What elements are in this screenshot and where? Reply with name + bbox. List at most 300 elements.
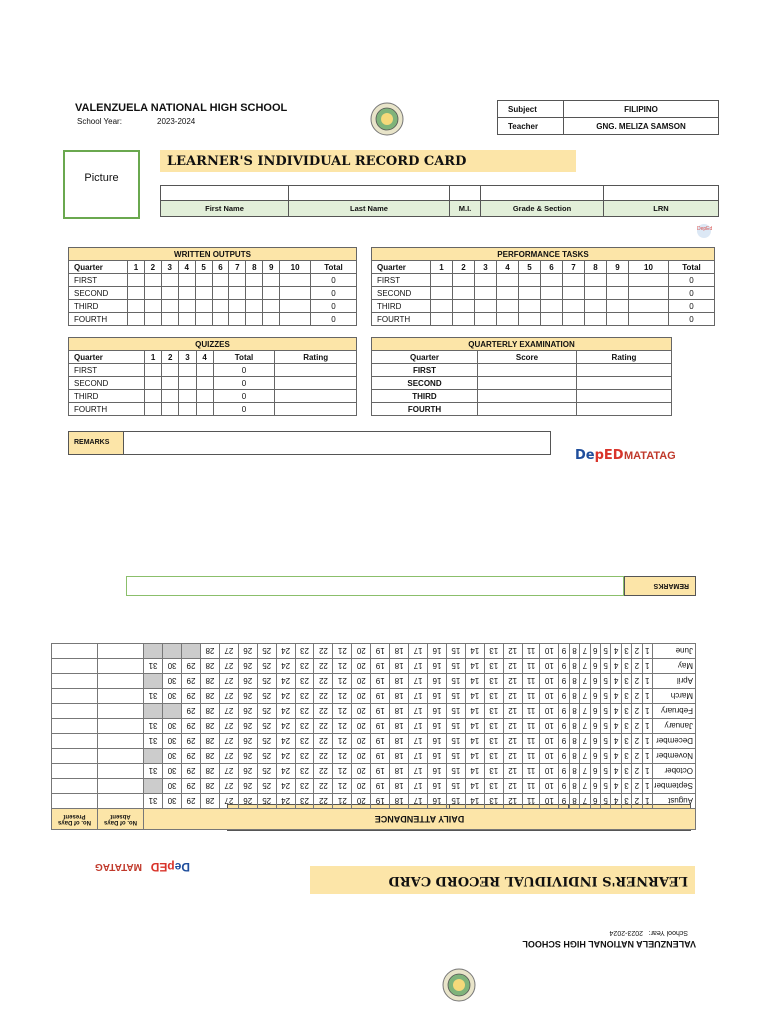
- day-cell[interactable]: 21: [333, 704, 352, 719]
- day-cell[interactable]: 6: [590, 764, 600, 779]
- score-cell[interactable]: [161, 274, 178, 287]
- score-cell[interactable]: [162, 390, 179, 403]
- day-cell[interactable]: 19: [371, 689, 390, 704]
- day-cell[interactable]: 28: [200, 794, 219, 809]
- day-cell[interactable]: 12: [503, 734, 522, 749]
- day-cell[interactable]: 31: [144, 794, 163, 809]
- score-cell[interactable]: [497, 287, 519, 300]
- score-cell[interactable]: [212, 274, 229, 287]
- day-cell[interactable]: 11: [522, 779, 540, 794]
- score-cell[interactable]: [497, 300, 519, 313]
- day-cell[interactable]: 30: [163, 719, 182, 734]
- day-cell[interactable]: 12: [503, 689, 522, 704]
- day-cell[interactable]: 26: [238, 779, 257, 794]
- score-cell[interactable]: [161, 287, 178, 300]
- day-cell[interactable]: 3: [621, 719, 631, 734]
- rating-cell[interactable]: [577, 390, 672, 403]
- day-cell[interactable]: 6: [590, 644, 600, 659]
- day-cell[interactable]: 17: [409, 719, 428, 734]
- day-cell[interactable]: 28: [200, 719, 219, 734]
- grade-section-field[interactable]: [481, 186, 604, 201]
- day-cell[interactable]: 9: [559, 764, 569, 779]
- day-cell[interactable]: 15: [446, 734, 465, 749]
- score-cell[interactable]: [144, 274, 161, 287]
- day-cell[interactable]: 24: [276, 749, 295, 764]
- day-cell[interactable]: 24: [276, 659, 295, 674]
- day-cell[interactable]: 3: [621, 674, 631, 689]
- first-name-field[interactable]: [161, 186, 289, 201]
- day-cell[interactable]: 16: [428, 749, 447, 764]
- day-cell[interactable]: 17: [409, 779, 428, 794]
- day-cell[interactable]: 23: [295, 749, 314, 764]
- rating-cell[interactable]: [275, 364, 357, 377]
- day-cell[interactable]: 8: [569, 719, 579, 734]
- day-cell[interactable]: 14: [465, 719, 484, 734]
- score-cell[interactable]: [607, 287, 629, 300]
- day-cell[interactable]: 12: [503, 719, 522, 734]
- day-cell[interactable]: 2: [632, 794, 642, 809]
- day-cell[interactable]: 14: [465, 779, 484, 794]
- day-cell[interactable]: 25: [257, 644, 276, 659]
- score-cell[interactable]: [431, 274, 453, 287]
- score-cell[interactable]: [212, 300, 229, 313]
- score-cell[interactable]: [145, 403, 162, 416]
- rating-cell[interactable]: [275, 390, 357, 403]
- day-cell[interactable]: 16: [428, 734, 447, 749]
- day-cell[interactable]: 26: [238, 674, 257, 689]
- day-cell[interactable]: 12: [503, 749, 522, 764]
- score-cell[interactable]: [229, 313, 246, 326]
- day-cell[interactable]: 13: [484, 764, 503, 779]
- day-cell[interactable]: 15: [446, 719, 465, 734]
- day-cell[interactable]: 29: [182, 764, 201, 779]
- day-cell[interactable]: 4: [611, 719, 621, 734]
- score-cell[interactable]: [161, 300, 178, 313]
- day-cell[interactable]: 20: [352, 689, 371, 704]
- day-cell[interactable]: 25: [257, 659, 276, 674]
- day-cell[interactable]: 23: [295, 659, 314, 674]
- day-cell[interactable]: 19: [371, 749, 390, 764]
- score-cell[interactable]: [179, 377, 196, 390]
- day-cell[interactable]: 7: [580, 644, 590, 659]
- day-cell[interactable]: 13: [484, 749, 503, 764]
- score-cell[interactable]: [541, 274, 563, 287]
- day-cell[interactable]: 17: [409, 674, 428, 689]
- day-cell[interactable]: 10: [540, 704, 559, 719]
- day-cell[interactable]: 11: [522, 659, 540, 674]
- day-cell[interactable]: 25: [257, 674, 276, 689]
- day-cell[interactable]: 15: [446, 644, 465, 659]
- day-cell[interactable]: 22: [314, 734, 333, 749]
- score-cell[interactable]: [246, 287, 263, 300]
- day-cell[interactable]: 18: [390, 659, 409, 674]
- day-cell[interactable]: 23: [295, 644, 314, 659]
- day-cell[interactable]: 24: [276, 764, 295, 779]
- score-cell[interactable]: [246, 274, 263, 287]
- score-cell[interactable]: [478, 377, 577, 390]
- score-cell[interactable]: [563, 300, 585, 313]
- day-cell[interactable]: 4: [611, 674, 621, 689]
- day-cell[interactable]: 30: [163, 734, 182, 749]
- score-cell[interactable]: [497, 313, 519, 326]
- day-cell[interactable]: 16: [428, 719, 447, 734]
- day-cell[interactable]: 4: [611, 659, 621, 674]
- day-cell[interactable]: 21: [333, 734, 352, 749]
- score-cell[interactable]: [585, 313, 607, 326]
- day-cell[interactable]: 6: [590, 659, 600, 674]
- day-cell[interactable]: 21: [333, 779, 352, 794]
- day-cell[interactable]: 5: [600, 734, 610, 749]
- day-cell[interactable]: 14: [465, 794, 484, 809]
- day-cell[interactable]: 27: [219, 719, 238, 734]
- score-cell[interactable]: [475, 274, 497, 287]
- day-cell[interactable]: 24: [276, 689, 295, 704]
- score-cell[interactable]: [229, 274, 246, 287]
- day-cell[interactable]: 21: [333, 674, 352, 689]
- day-cell[interactable]: 27: [219, 689, 238, 704]
- day-cell[interactable]: 24: [276, 779, 295, 794]
- day-cell[interactable]: 4: [611, 749, 621, 764]
- day-cell[interactable]: 29: [182, 674, 201, 689]
- day-cell[interactable]: 15: [446, 794, 465, 809]
- day-cell[interactable]: 8: [569, 659, 579, 674]
- day-cell[interactable]: 4: [611, 644, 621, 659]
- day-cell[interactable]: 1: [642, 674, 652, 689]
- day-cell[interactable]: 31: [144, 734, 163, 749]
- score-cell[interactable]: [229, 300, 246, 313]
- day-cell[interactable]: 9: [559, 644, 569, 659]
- score-cell[interactable]: [195, 287, 212, 300]
- score-cell[interactable]: [629, 274, 669, 287]
- day-cell[interactable]: 20: [352, 659, 371, 674]
- day-cell[interactable]: 17: [409, 704, 428, 719]
- score-cell[interactable]: [607, 300, 629, 313]
- day-cell[interactable]: 26: [238, 659, 257, 674]
- day-cell[interactable]: 29: [182, 794, 201, 809]
- day-cell[interactable]: 6: [590, 704, 600, 719]
- day-cell[interactable]: 21: [333, 644, 352, 659]
- score-cell[interactable]: [144, 300, 161, 313]
- day-cell[interactable]: 11: [522, 794, 540, 809]
- score-cell[interactable]: [145, 377, 162, 390]
- day-cell[interactable]: 20: [352, 794, 371, 809]
- day-cell[interactable]: 19: [371, 779, 390, 794]
- day-cell[interactable]: 25: [257, 794, 276, 809]
- day-cell[interactable]: 27: [219, 764, 238, 779]
- score-cell[interactable]: [128, 300, 145, 313]
- day-cell[interactable]: 6: [590, 749, 600, 764]
- day-cell[interactable]: 15: [446, 779, 465, 794]
- day-cell[interactable]: 22: [314, 764, 333, 779]
- day-cell[interactable]: 18: [390, 764, 409, 779]
- day-cell[interactable]: 30: [163, 794, 182, 809]
- day-cell[interactable]: 20: [352, 779, 371, 794]
- day-cell[interactable]: 23: [295, 674, 314, 689]
- day-cell[interactable]: 4: [611, 794, 621, 809]
- score-cell[interactable]: [431, 300, 453, 313]
- day-cell[interactable]: 21: [333, 764, 352, 779]
- day-cell[interactable]: 2: [632, 764, 642, 779]
- day-cell[interactable]: 31: [144, 689, 163, 704]
- day-cell[interactable]: 28: [200, 779, 219, 794]
- day-cell[interactable]: 25: [257, 764, 276, 779]
- day-cell[interactable]: 6: [590, 734, 600, 749]
- day-cell[interactable]: 7: [580, 719, 590, 734]
- day-cell[interactable]: 8: [569, 779, 579, 794]
- day-cell[interactable]: 17: [409, 734, 428, 749]
- day-cell[interactable]: 1: [642, 794, 652, 809]
- day-cell[interactable]: 20: [352, 704, 371, 719]
- day-cell[interactable]: 6: [590, 719, 600, 734]
- day-cell[interactable]: [182, 644, 201, 659]
- day-cell[interactable]: [144, 749, 163, 764]
- day-cell[interactable]: 18: [390, 734, 409, 749]
- day-cell[interactable]: 8: [569, 644, 579, 659]
- score-cell[interactable]: [280, 287, 311, 300]
- score-cell[interactable]: [585, 274, 607, 287]
- day-cell[interactable]: 22: [314, 674, 333, 689]
- score-cell[interactable]: [196, 390, 213, 403]
- score-cell[interactable]: [144, 313, 161, 326]
- day-cell[interactable]: 19: [371, 764, 390, 779]
- day-cell[interactable]: 17: [409, 644, 428, 659]
- score-cell[interactable]: [431, 313, 453, 326]
- score-cell[interactable]: [541, 300, 563, 313]
- day-cell[interactable]: 29: [182, 719, 201, 734]
- score-cell[interactable]: [196, 364, 213, 377]
- day-cell[interactable]: 24: [276, 734, 295, 749]
- day-cell[interactable]: 27: [219, 644, 238, 659]
- day-cell[interactable]: 30: [163, 689, 182, 704]
- day-cell[interactable]: 1: [642, 749, 652, 764]
- day-cell[interactable]: 30: [163, 764, 182, 779]
- day-cell[interactable]: 27: [219, 734, 238, 749]
- day-cell[interactable]: 5: [600, 749, 610, 764]
- day-cell[interactable]: 3: [621, 749, 631, 764]
- score-cell[interactable]: [195, 313, 212, 326]
- day-cell[interactable]: 8: [569, 764, 579, 779]
- score-cell[interactable]: [162, 377, 179, 390]
- day-cell[interactable]: 29: [182, 779, 201, 794]
- score-cell[interactable]: [246, 300, 263, 313]
- score-cell[interactable]: [263, 274, 280, 287]
- day-cell[interactable]: 13: [484, 719, 503, 734]
- score-cell[interactable]: [453, 274, 475, 287]
- absent-cell[interactable]: [98, 719, 144, 734]
- day-cell[interactable]: 13: [484, 734, 503, 749]
- absent-cell[interactable]: [98, 689, 144, 704]
- day-cell[interactable]: 23: [295, 764, 314, 779]
- day-cell[interactable]: 22: [314, 779, 333, 794]
- score-cell[interactable]: [478, 403, 577, 416]
- present-cell[interactable]: [52, 764, 98, 779]
- day-cell[interactable]: 1: [642, 644, 652, 659]
- day-cell[interactable]: 31: [144, 659, 163, 674]
- score-cell[interactable]: [246, 313, 263, 326]
- present-cell[interactable]: [52, 749, 98, 764]
- day-cell[interactable]: 15: [446, 749, 465, 764]
- score-cell[interactable]: [475, 313, 497, 326]
- day-cell[interactable]: 23: [295, 719, 314, 734]
- score-cell[interactable]: [629, 287, 669, 300]
- day-cell[interactable]: 26: [238, 734, 257, 749]
- day-cell[interactable]: 16: [428, 689, 447, 704]
- day-cell[interactable]: 6: [590, 674, 600, 689]
- mi-field[interactable]: [450, 186, 481, 201]
- day-cell[interactable]: 8: [569, 794, 579, 809]
- day-cell[interactable]: 27: [219, 749, 238, 764]
- day-cell[interactable]: 14: [465, 644, 484, 659]
- day-cell[interactable]: 21: [333, 689, 352, 704]
- day-cell[interactable]: 17: [409, 689, 428, 704]
- day-cell[interactable]: 11: [522, 749, 540, 764]
- score-cell[interactable]: [478, 364, 577, 377]
- day-cell[interactable]: 17: [409, 749, 428, 764]
- score-cell[interactable]: [178, 287, 195, 300]
- score-cell[interactable]: [563, 313, 585, 326]
- score-cell[interactable]: [280, 274, 311, 287]
- absent-cell[interactable]: [98, 659, 144, 674]
- score-cell[interactable]: [195, 274, 212, 287]
- day-cell[interactable]: 21: [333, 659, 352, 674]
- score-cell[interactable]: [263, 313, 280, 326]
- day-cell[interactable]: 28: [200, 734, 219, 749]
- day-cell[interactable]: 20: [352, 764, 371, 779]
- score-cell[interactable]: [563, 287, 585, 300]
- day-cell[interactable]: 31: [144, 764, 163, 779]
- day-cell[interactable]: 1: [642, 659, 652, 674]
- day-cell[interactable]: 22: [314, 794, 333, 809]
- score-cell[interactable]: [585, 287, 607, 300]
- day-cell[interactable]: 30: [163, 674, 182, 689]
- score-cell[interactable]: [263, 287, 280, 300]
- day-cell[interactable]: 9: [559, 689, 569, 704]
- day-cell[interactable]: 28: [200, 764, 219, 779]
- present-cell[interactable]: [52, 734, 98, 749]
- day-cell[interactable]: 17: [409, 794, 428, 809]
- rating-cell[interactable]: [275, 377, 357, 390]
- day-cell[interactable]: 2: [632, 734, 642, 749]
- day-cell[interactable]: 1: [642, 734, 652, 749]
- day-cell[interactable]: 15: [446, 659, 465, 674]
- present-cell[interactable]: [52, 719, 98, 734]
- day-cell[interactable]: 12: [503, 794, 522, 809]
- day-cell[interactable]: 11: [522, 734, 540, 749]
- day-cell[interactable]: 10: [540, 764, 559, 779]
- day-cell[interactable]: 2: [632, 644, 642, 659]
- day-cell[interactable]: 26: [238, 764, 257, 779]
- day-cell[interactable]: 18: [390, 704, 409, 719]
- day-cell[interactable]: 22: [314, 719, 333, 734]
- score-cell[interactable]: [541, 313, 563, 326]
- day-cell[interactable]: 9: [559, 749, 569, 764]
- absent-cell[interactable]: [98, 644, 144, 659]
- score-cell[interactable]: [519, 300, 541, 313]
- score-cell[interactable]: [196, 377, 213, 390]
- score-cell[interactable]: [475, 300, 497, 313]
- score-cell[interactable]: [128, 274, 145, 287]
- day-cell[interactable]: 25: [257, 779, 276, 794]
- score-cell[interactable]: [453, 300, 475, 313]
- day-cell[interactable]: 12: [503, 644, 522, 659]
- day-cell[interactable]: 23: [295, 779, 314, 794]
- day-cell[interactable]: 16: [428, 659, 447, 674]
- day-cell[interactable]: 18: [390, 674, 409, 689]
- day-cell[interactable]: 13: [484, 659, 503, 674]
- day-cell[interactable]: 24: [276, 704, 295, 719]
- day-cell[interactable]: 22: [314, 749, 333, 764]
- day-cell[interactable]: 21: [333, 719, 352, 734]
- lrn-field[interactable]: [604, 186, 719, 201]
- day-cell[interactable]: 7: [580, 779, 590, 794]
- absent-cell[interactable]: [98, 794, 144, 809]
- day-cell[interactable]: 18: [390, 689, 409, 704]
- day-cell[interactable]: 19: [371, 704, 390, 719]
- day-cell[interactable]: 9: [559, 734, 569, 749]
- day-cell[interactable]: [163, 644, 182, 659]
- day-cell[interactable]: 11: [522, 704, 540, 719]
- day-cell[interactable]: 3: [621, 659, 631, 674]
- day-cell[interactable]: 6: [590, 689, 600, 704]
- day-cell[interactable]: 25: [257, 719, 276, 734]
- day-cell[interactable]: [144, 674, 163, 689]
- day-cell[interactable]: 5: [600, 644, 610, 659]
- day-cell[interactable]: 27: [219, 779, 238, 794]
- day-cell[interactable]: 1: [642, 719, 652, 734]
- day-cell[interactable]: 12: [503, 674, 522, 689]
- day-cell[interactable]: 5: [600, 779, 610, 794]
- day-cell[interactable]: 29: [182, 689, 201, 704]
- day-cell[interactable]: 29: [182, 734, 201, 749]
- day-cell[interactable]: 22: [314, 689, 333, 704]
- back-remarks-box[interactable]: [126, 576, 624, 596]
- absent-cell[interactable]: [98, 734, 144, 749]
- day-cell[interactable]: 25: [257, 704, 276, 719]
- day-cell[interactable]: 27: [219, 674, 238, 689]
- day-cell[interactable]: 19: [371, 734, 390, 749]
- score-cell[interactable]: [229, 287, 246, 300]
- day-cell[interactable]: 11: [522, 644, 540, 659]
- day-cell[interactable]: 28: [200, 674, 219, 689]
- day-cell[interactable]: 4: [611, 764, 621, 779]
- day-cell[interactable]: 3: [621, 794, 631, 809]
- day-cell[interactable]: 11: [522, 689, 540, 704]
- score-cell[interactable]: [541, 287, 563, 300]
- score-cell[interactable]: [179, 390, 196, 403]
- day-cell[interactable]: 8: [569, 749, 579, 764]
- day-cell[interactable]: 21: [333, 749, 352, 764]
- day-cell[interactable]: 1: [642, 764, 652, 779]
- day-cell[interactable]: 24: [276, 674, 295, 689]
- rating-cell[interactable]: [577, 403, 672, 416]
- day-cell[interactable]: 5: [600, 794, 610, 809]
- day-cell[interactable]: 3: [621, 734, 631, 749]
- score-cell[interactable]: [178, 313, 195, 326]
- day-cell[interactable]: 14: [465, 674, 484, 689]
- day-cell[interactable]: 4: [611, 704, 621, 719]
- day-cell[interactable]: 7: [580, 674, 590, 689]
- day-cell[interactable]: 7: [580, 689, 590, 704]
- day-cell[interactable]: 5: [600, 719, 610, 734]
- score-cell[interactable]: [475, 287, 497, 300]
- day-cell[interactable]: 31: [144, 719, 163, 734]
- day-cell[interactable]: 4: [611, 779, 621, 794]
- day-cell[interactable]: 13: [484, 794, 503, 809]
- day-cell[interactable]: 17: [409, 659, 428, 674]
- day-cell[interactable]: 30: [163, 749, 182, 764]
- day-cell[interactable]: 4: [611, 689, 621, 704]
- day-cell[interactable]: 10: [540, 794, 559, 809]
